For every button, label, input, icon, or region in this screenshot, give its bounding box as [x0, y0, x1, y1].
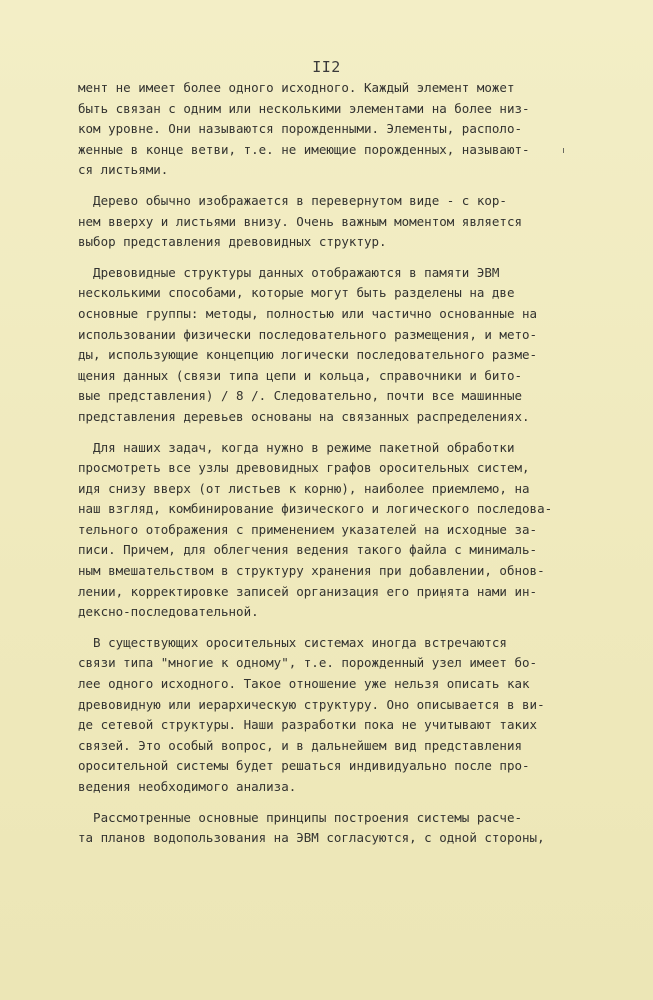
- page-number: II2: [312, 58, 341, 76]
- text-line: писи. Причем, для облегчения ведения такого файла с минималь-: [78, 542, 538, 558]
- text-line: В существующих оросительных системах иногда встречаются: [78, 634, 507, 650]
- text-line: та планов водопользования на ЭВМ согласуются, с одной стороны,: [78, 830, 545, 846]
- text-line: просмотреть все узлы древовидных графов оросительных систем,: [78, 460, 530, 476]
- text-line: лении, корректировке записей организация его принята нами ин-: [78, 583, 538, 599]
- text-line: оросительной системы будет решаться индивидуально после про-: [78, 758, 530, 774]
- text-line: щения данных (связи типа цепи и кольца, справочники и бито-: [78, 367, 523, 383]
- paragraph: [78, 78, 598, 181]
- paragraph: [78, 438, 598, 623]
- text-line: женные в конце ветви, т.е. не имеющие порожденных, называют-: [78, 141, 530, 157]
- paragraph: [78, 263, 598, 428]
- text-line: Рассмотренные основные принципы построения системы расче-: [78, 809, 523, 825]
- text-line: идя снизу вверх (от листьев к корню), наиболее приемлемо, на: [78, 480, 530, 496]
- text-line: ся листьями.: [78, 162, 169, 178]
- text-line: ком уровне. Они называются порожденными. Элементы, располо-: [78, 121, 523, 137]
- text-line: Дерево обычно изображается в перевернутом виде - с кор-: [78, 192, 507, 208]
- text-line: Для наших задач, когда нужно в режиме пакетной обработки: [78, 439, 515, 455]
- text-line: дексно-последовательной.: [78, 604, 259, 620]
- text-line: наш взгляд, комбинирование физического и логического последова-: [78, 501, 553, 517]
- text-line: представления деревьев основаны на связанных распределениях.: [78, 408, 530, 424]
- text-line: ды, использующие концепцию логически последовательного разме-: [78, 347, 538, 363]
- text-line: основные группы: методы, полностью или частично основанные на: [78, 305, 538, 321]
- text-line: тельного отображения с применением указателей на исходные за-: [78, 521, 538, 537]
- body-text: [78, 78, 598, 859]
- text-line: ным вмешательством в структуру хранения при добавлении, обнов-: [78, 563, 545, 579]
- text-line: связей. Это особый вопрос, и в дальнейшем вид представления: [78, 737, 523, 753]
- text-line: лее одного исходного. Такое отношение уже нельзя описать как: [78, 676, 530, 692]
- text-line: связи типа "многие к одному", т.е. порожденный узел имеет бо-: [78, 655, 538, 671]
- text-line: несколькими способами, которые могут быть разделены на две: [78, 285, 515, 301]
- text-line: древовидную или иерархическую структуру. Оно описывается в ви-: [78, 696, 545, 712]
- text-line: быть связан с одним или несколькими элементами на более низ-: [78, 100, 530, 116]
- text-line: ведения необходимого анализа.: [78, 779, 297, 794]
- text-line: вые представления) / 8 /. Следовательно, почти все машинные: [78, 388, 523, 404]
- text-line: нем вверху и листьями внизу. Очень важным моментом является: [78, 213, 523, 229]
- text-line: выбор представления древовидных структур.: [78, 234, 387, 250]
- text-line: Древовидные структуры данных отображаются в памяти ЭВМ: [78, 264, 500, 280]
- paragraph: [78, 633, 598, 798]
- text-line: использовании физически последовательного размещения, и мето-: [78, 326, 538, 342]
- text-line: мент не имеет более одного исходного. Каждый элемент может: [78, 80, 515, 95]
- paragraph: [78, 808, 598, 849]
- text-line: де сетевой структуры. Наши разработки пока не учитывают таких: [78, 717, 538, 733]
- paragraph: [78, 191, 598, 253]
